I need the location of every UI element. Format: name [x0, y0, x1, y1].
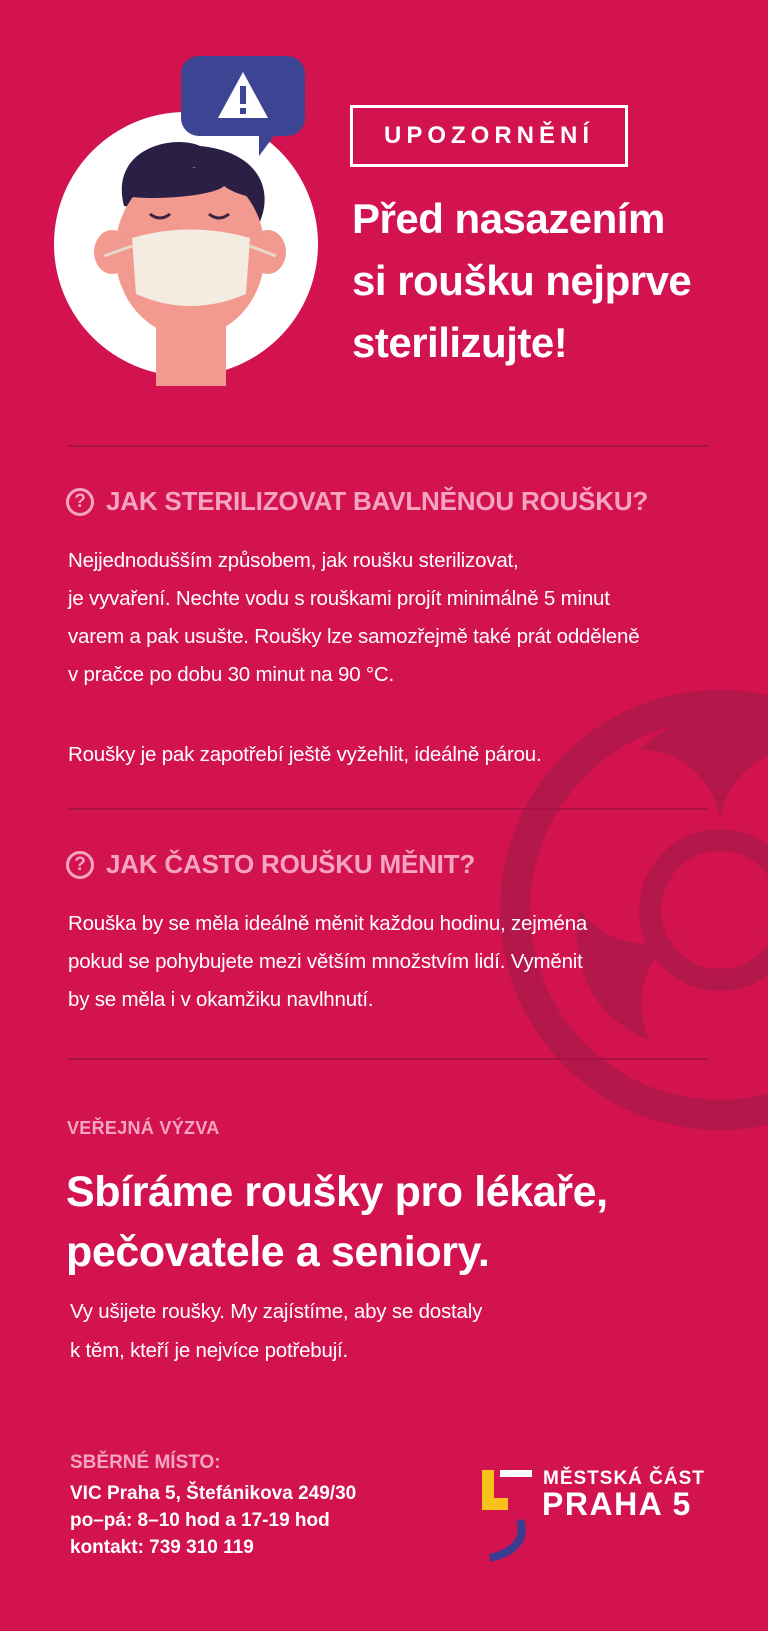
- collection-hours: po–pá: 8–10 hod a 17-19 hod: [70, 1510, 330, 1531]
- change-paragraph: Rouška by se měla ideálně měnit každou hodinu, zejména pokud se pohybujete mezi větším množstvím lidí. Vyměnit by se měla i v okamžiku navlhnutí.: [68, 912, 588, 1011]
- logo-text-bottom: PRAHA 5: [542, 1486, 692, 1522]
- question-circle-icon: ?: [66, 488, 94, 516]
- section-heading-change: ? JAK ČASTO ROUŠKU MĚNIT?: [66, 849, 475, 880]
- hero-title-line: si roušku nejprve: [352, 257, 692, 304]
- face-mask: [132, 230, 250, 307]
- appeal-title: Sbíráme roušky pro lékaře, pečovatele a seniory.: [66, 1168, 608, 1276]
- collection-contact: kontakt: 739 310 119: [70, 1537, 254, 1558]
- appeal-eyebrow: VEŘEJNÁ VÝZVA: [67, 1118, 220, 1138]
- notice-badge: UPOZORNĚNÍ: [350, 105, 628, 167]
- collection-label: SBĚRNÉ MÍSTO:: [70, 1452, 221, 1473]
- masked-person-illustration: [54, 56, 326, 386]
- section-divider: [68, 808, 708, 810]
- collection-details: [70, 1480, 356, 1561]
- section-divider: [68, 1058, 708, 1060]
- praha5-logo: [478, 1468, 718, 1562]
- hero-title-line: Před nasazením: [352, 195, 665, 242]
- question-circle-icon: ?: [66, 851, 94, 879]
- praha5-logo-mark: [478, 1468, 538, 1562]
- appeal-text: Vy ušijete roušky. My zajístíme, aby se dostaly k těm, kteří je nejvíce potřebují.: [70, 1300, 483, 1362]
- logo-text-top: MĚSTSKÁ ČÁST: [543, 1468, 705, 1489]
- section-divider: [68, 445, 708, 447]
- sterilize-paragraph: Nejjednodušším způsobem, jak roušku sterilizovat, je vyvaření. Nechte vodu s rouškami projít minimálně 5 minut varem a pak usušte. Roušky lze samozřejmě také prát odděleně v pračce po dobu 30 minut na 90 °C.: [68, 549, 640, 686]
- ironing-paragraph: Roušky je pak zapotřebí ještě vyžehlit, ideálně párou.: [68, 743, 542, 766]
- section-heading-sterilize: ? JAK STERILIZOVAT BAVLNĚNOU ROUŠKU?: [66, 486, 648, 517]
- hero-title-line: sterilizujte!: [352, 319, 568, 366]
- hero-title: [352, 188, 752, 374]
- collection-address: VIC Praha 5, Štefánikova 249/30: [70, 1483, 357, 1504]
